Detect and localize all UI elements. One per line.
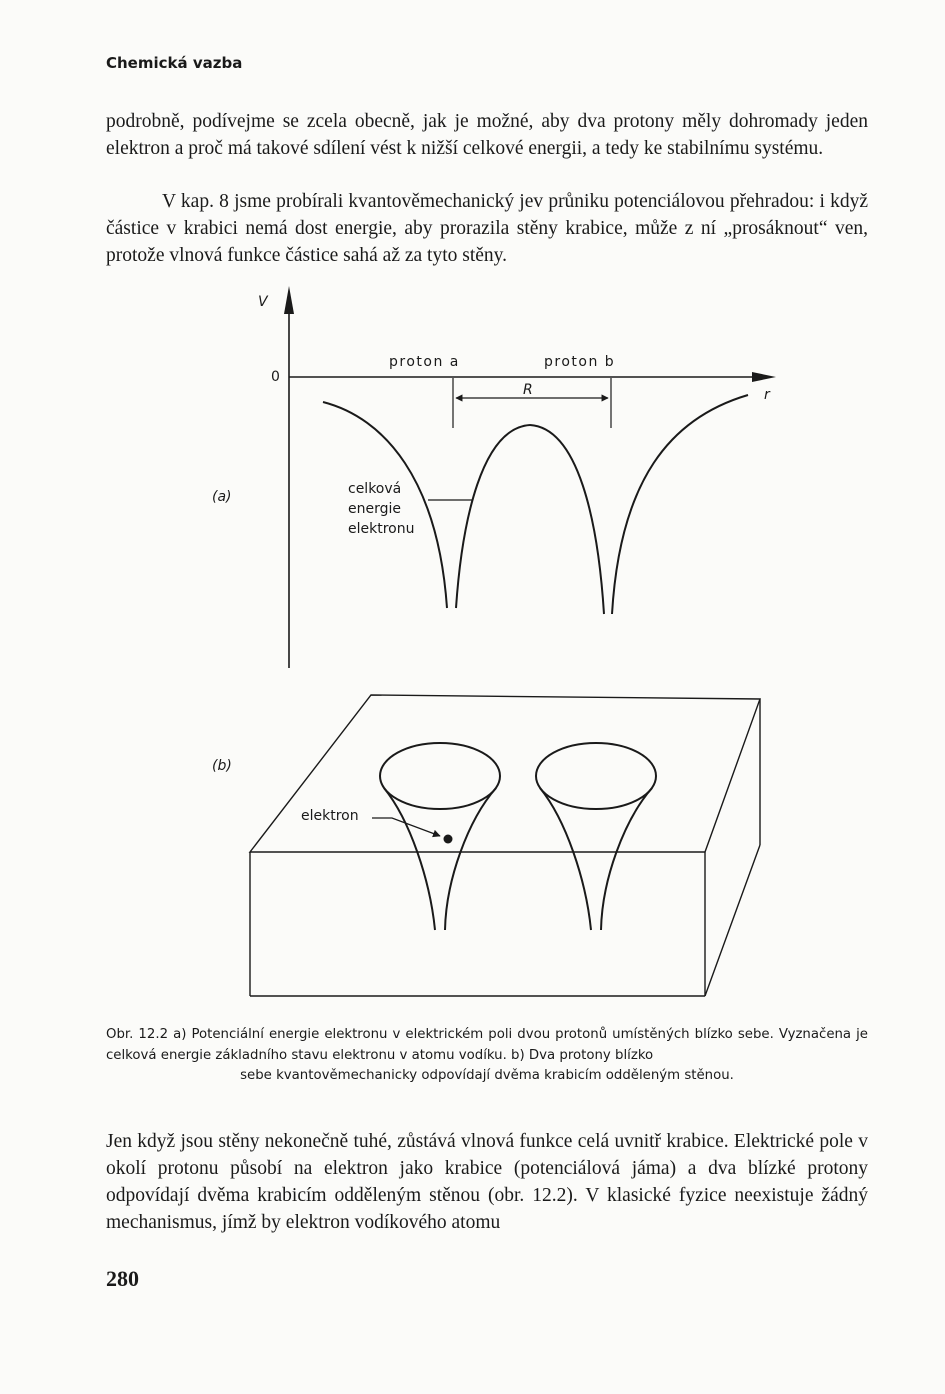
- distance-label: R: [523, 382, 533, 398]
- right-well-rim: [536, 743, 656, 809]
- box-side-bottom-edge: [705, 845, 760, 996]
- y-axis-arrowhead: [284, 286, 294, 314]
- paragraph-3: Jen když jsou stěny nekonečně tuhé, zůstává vlnová funkce celá uvnitř krabice. Elektrické pole v okolí protonu působí na elektron jako krabice (potenciálová jáma) a dva blízké protony odpovídají dvěma krabicím odděleným stěnou (obr. 12.2). V klasické fyzice neexistuje žádný mechanismus, jímž by elektron vodíkového atomu: [106, 1131, 868, 1233]
- electron-dot: [444, 835, 453, 844]
- caption-last-line: sebe kvantověmechanicky odpovídají dvěma krabicím odděleným stěnou.: [240, 1068, 734, 1083]
- energy-label-line2: energie: [348, 501, 401, 517]
- left-well-rim: [380, 743, 500, 809]
- energy-label-line1: celková: [348, 481, 402, 497]
- page-number: 280: [106, 1266, 139, 1291]
- potential-curve-left-inner: [456, 425, 530, 608]
- panel-b: [212, 695, 760, 996]
- panel-a-label: (a): [212, 489, 232, 505]
- electron-pointer: [372, 818, 440, 836]
- potential-curve-right-inner: [530, 425, 604, 614]
- x-axis-label: r: [764, 387, 770, 403]
- panel-a: [212, 286, 776, 668]
- figure-caption: [106, 1025, 868, 1087]
- box-top-face: [250, 695, 760, 852]
- energy-label-line3: elektronu: [348, 521, 415, 537]
- paragraph-1: podrobně, podívejme se zcela obecně, jak je možné, aby dva protony měly dohromady jeden elektron a proč má takové sdílení vést k nižší celkové energii, a tedy ke stabilnímu systému.: [106, 111, 868, 159]
- caption-main: Obr. 12.2 a) Potenciální energie elektronu v elektrickém poli dvou protonů umístěných blízko sebe. Vyznačena je celková energie základního stavu elektronu v atomu vodíku. b) Dva protony blízko: [106, 1027, 868, 1063]
- proton-b-label: proton b: [544, 354, 616, 370]
- paragraph-2: V kap. 8 jsme probírali kvantověmechanický jev průniku potenciálovou přehradou: i když částice v krabici nemá dost energie, aby prorazila stěny krabice, může z ní „prosáknout“ ven, protože vlnová funkce částice sahá až za tyto stěny.: [106, 191, 868, 266]
- x-axis-arrowhead: [752, 372, 776, 382]
- potential-curve-right-outer: [612, 395, 748, 614]
- panel-b-label: (b): [212, 758, 232, 774]
- running-head: Chemická vazba: [106, 54, 243, 72]
- origin-label: 0: [271, 369, 280, 385]
- y-axis-label: V: [258, 294, 268, 310]
- proton-a-label: proton a: [389, 354, 460, 370]
- electron-label: elektron: [301, 808, 359, 824]
